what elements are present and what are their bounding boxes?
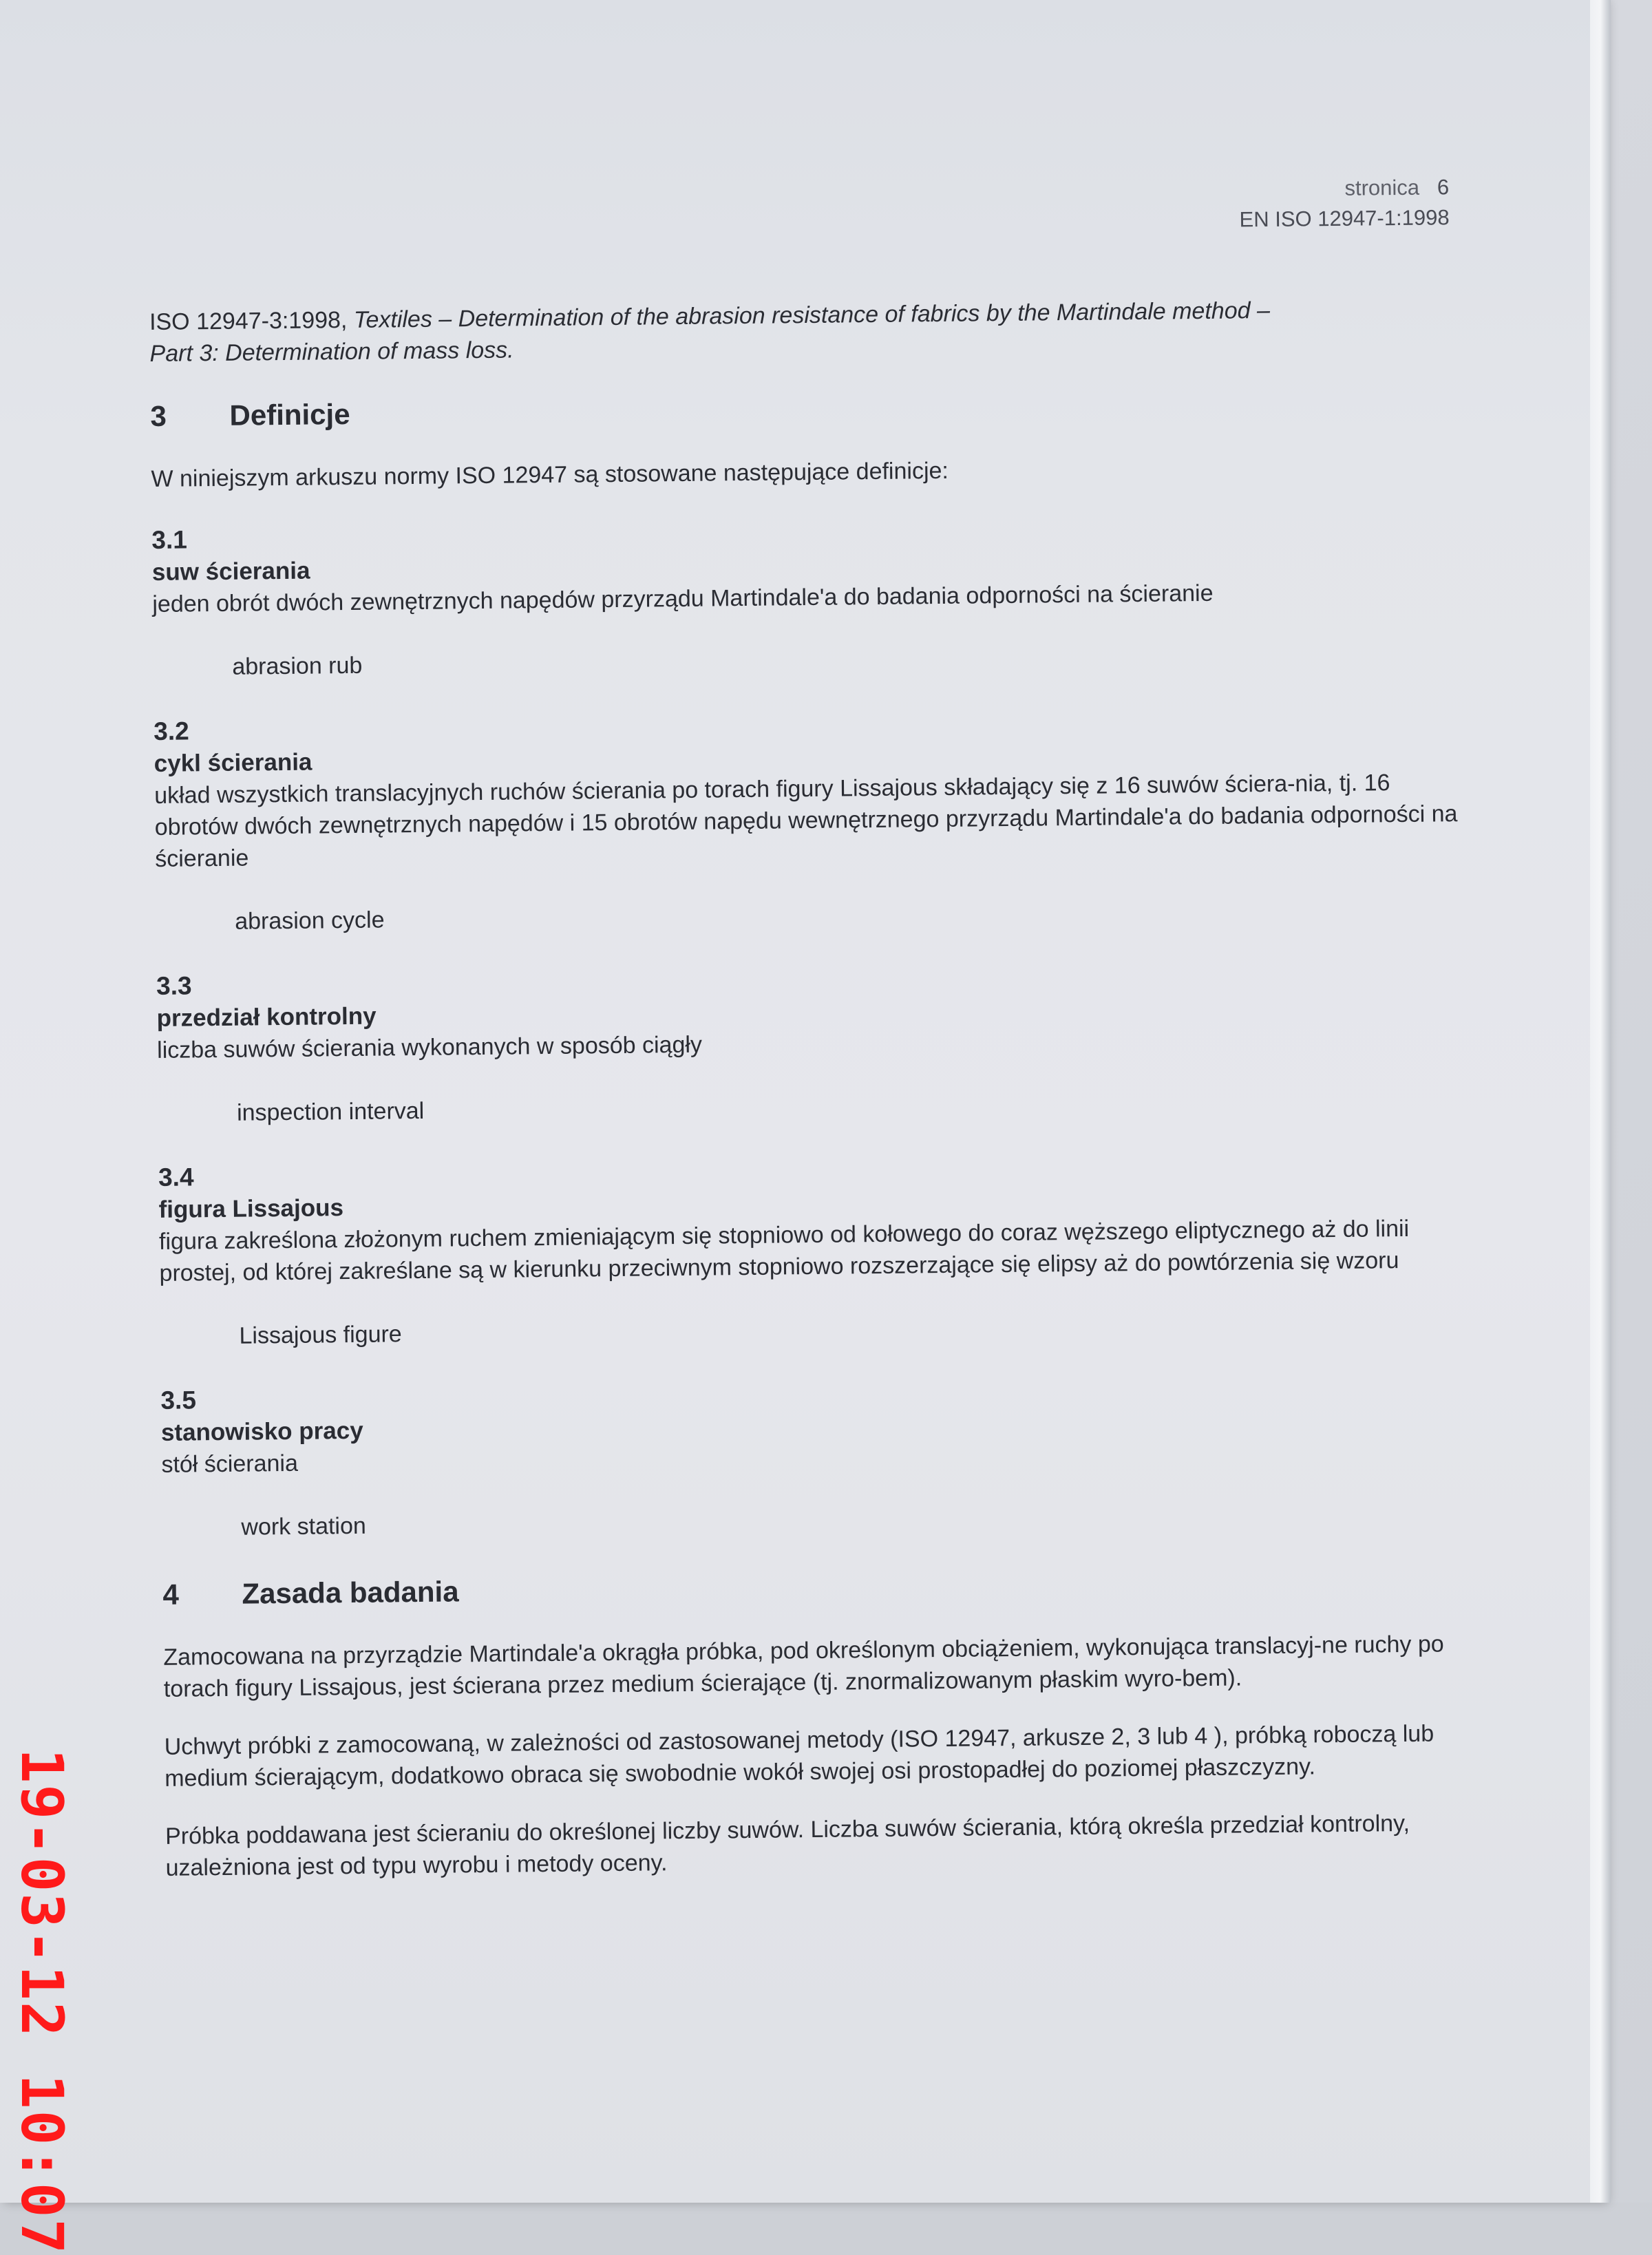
- definition-item: [153, 701, 1463, 938]
- section-heading-definitions: [150, 383, 1458, 436]
- camera-timestamp: 19-03-12 10:07: [8, 1748, 76, 2255]
- standard-id: EN ISO 12947-1:1998: [1239, 205, 1450, 232]
- reference-code: ISO 12947-3:1998,: [149, 306, 348, 335]
- reference-title-line2: Part 3: Determination of mass loss.: [149, 337, 514, 367]
- definition-item: [158, 1147, 1468, 1353]
- definition-english-term: abrasion cycle: [234, 907, 385, 935]
- reference-title-line1: Textiles – Determination of the abrasion resistance of fabrics by the Martindale method –: [353, 297, 1271, 333]
- definition-text: stół ścierania: [161, 1450, 299, 1478]
- definition-term: cykl ścierania: [153, 748, 313, 777]
- definition-number: 3.5: [160, 1386, 197, 1415]
- section-title: Zasada badania: [242, 1575, 459, 1610]
- definition-text: jeden obrót dwóch zewnętrznych napędów przyrządu Martindale'a do badania odporności na ścieranie: [152, 580, 1214, 617]
- definition-text: liczba suwów ścierania wykonanych w sposób ciągły: [156, 1031, 703, 1063]
- definition-english-term: abrasion rub: [232, 652, 363, 680]
- page-number: 6: [1437, 175, 1450, 200]
- definition-number: 3.2: [153, 717, 189, 745]
- definition-number: 3.3: [156, 971, 192, 1000]
- definition-english-term: Lissajous figure: [239, 1321, 402, 1349]
- definition-item: [156, 956, 1465, 1130]
- definition-number: 3.4: [158, 1163, 194, 1192]
- definition-english-term: inspection interval: [236, 1097, 425, 1126]
- definition-item: [160, 1370, 1470, 1544]
- definition-english-term: work station: [241, 1512, 367, 1541]
- paragraph: Próbka poddawana jest ścieraniu do określonej liczby suwów. Liczba suwów ścierania, którą określa przedział kontrolny, uzależniona jest od typu wyrobu i metody oceny.: [165, 1810, 1410, 1881]
- document-body: [149, 293, 1474, 1910]
- definition-term: stanowisko pracy: [160, 1417, 363, 1446]
- definition-text: układ wszystkich translacyjnych ruchów ścierania po torach figury Lissajous składający się z 16 suwów ściera-nia, tj. 16 obrotów dwóch zewnętrznych napędów i 15 obrotów napędu wewnętrznego przyrządu Martindale'a do badania odporności na ścieranie: [154, 770, 1458, 872]
- definition-term: przedział kontrolny: [156, 1002, 377, 1032]
- definition-term: suw ścierania: [151, 557, 310, 586]
- page-header: [1239, 172, 1450, 235]
- section-title: Definicje: [229, 397, 350, 432]
- section-number: 3: [150, 399, 167, 432]
- paragraph: Uchwyt próbki z zamocowaną, w zależności od zastosowanej metody (ISO 12947, arkusze 2, 3 lub 4 ), próbką roboczą lub medium ścierającym, dodatkowo obraca się swobodnie wokół swojej osi prostopadłej do poziomej płaszczyzny.: [164, 1720, 1434, 1792]
- normative-reference: [149, 293, 1458, 370]
- paper-edge: [1590, 0, 1611, 2203]
- page-label: stronica: [1344, 175, 1420, 200]
- definition-term: figura Lissajous: [158, 1194, 344, 1223]
- definition-number: 3.1: [151, 525, 188, 554]
- page-number-line: [1239, 172, 1449, 204]
- section-intro: W niniejszym arkuszu normy ISO 12947 są stosowane następujące definicje:: [151, 457, 949, 492]
- definition-item: [151, 510, 1461, 684]
- definition-text: figura zakreślona złożonym ruchem zmieniającym się stopniowo od kołowego do coraz węższego eliptycznego aż do linii prostej, od której zakreślane są w kierunku przeciwnym stopniowo rozszerzające się elipsy aż do powtórzenia się wzoru: [158, 1215, 1410, 1287]
- paragraph: Zamocowana na przyrządzie Martindale'a okrągła próbka, pod określonym obciążeniem, wykonująca translacyj-ne ruchy po torach figury Lissajous, jest ścierana przez medium ścierające (tj. znormalizowanym płaskim wyro-bem).: [163, 1631, 1444, 1702]
- section-heading-principle: [162, 1562, 1470, 1614]
- section-number: 4: [162, 1578, 180, 1611]
